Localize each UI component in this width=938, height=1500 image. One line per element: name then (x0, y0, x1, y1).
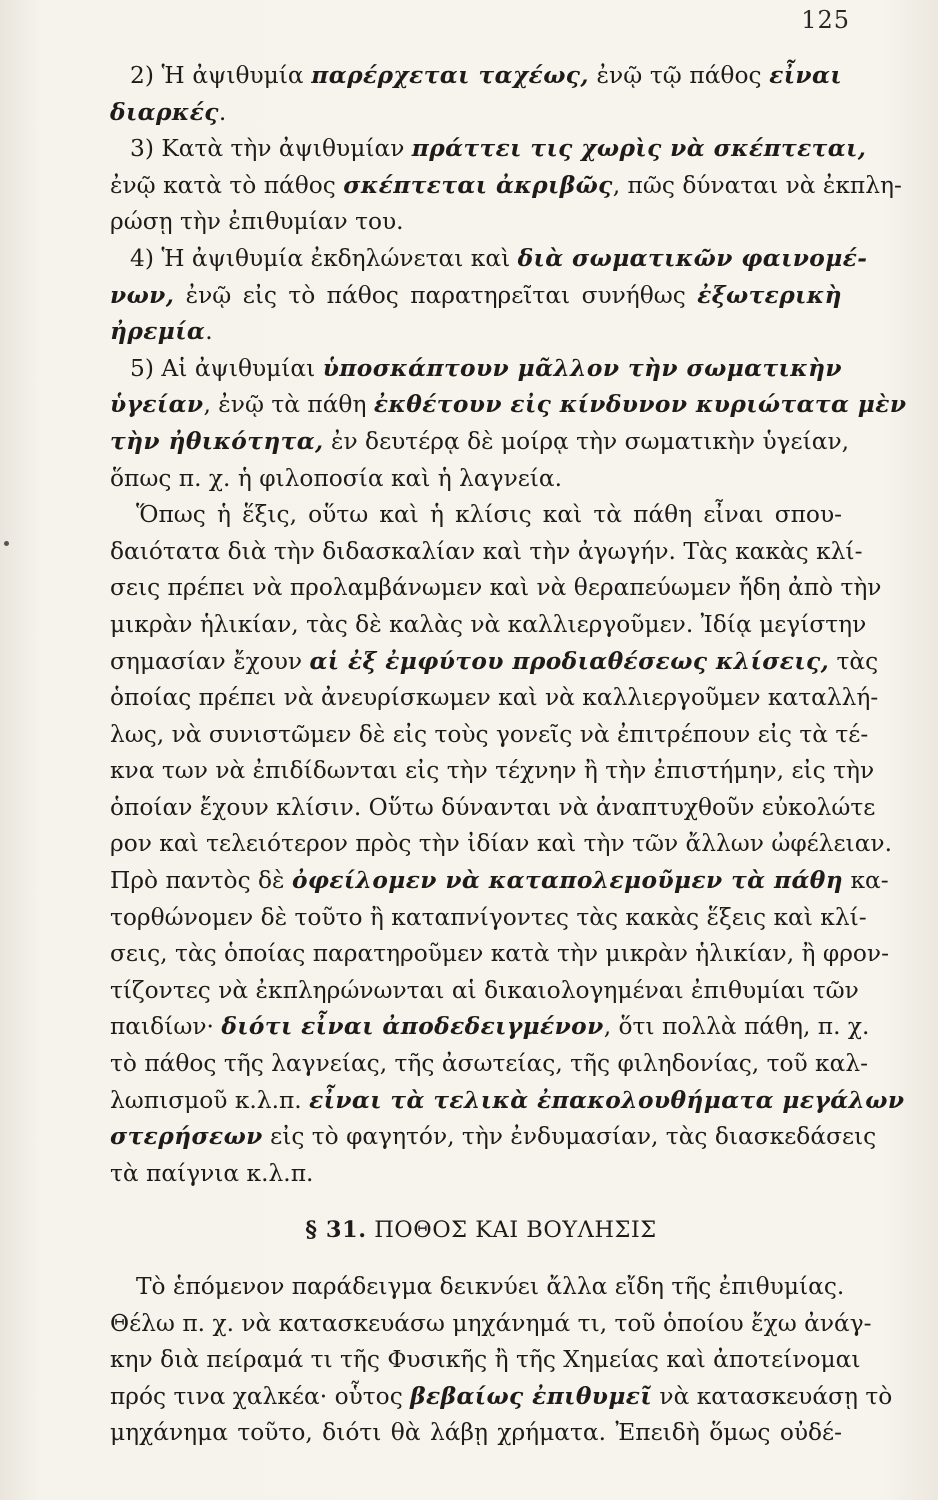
text-segment: μηχάνημα τοῦτο, διότι θὰ λάβῃ χρήματα. Ἐπειδὴ ὅμως οὐδέ- (110, 1419, 842, 1447)
text-segment: ρώσῃ τὴν ἐπιθυμίαν του. (110, 208, 404, 236)
paragraphs-before-heading (110, 58, 907, 1192)
text-segment: ὁποίαν ἔχουν κλίσιν. Οὕτω δύνανται νὰ ἀναπτυχθοῦν εὐκολώτε (110, 793, 876, 821)
text-line (110, 1379, 893, 1416)
text-segment: , ἐνῷ τὰ πάθη (203, 391, 374, 419)
text-line (110, 351, 842, 388)
text-segment: νὰ κατασκευάσῃ τὸ (652, 1382, 893, 1410)
text-segment: ὅπως π. χ. ἡ φιλοποσία καὶ ἡ λαγνεία. (110, 464, 563, 492)
emphasized-text: ἠρεμία (110, 318, 206, 346)
text-line (110, 1046, 868, 1083)
text-line (110, 1156, 842, 1193)
emphasized-text: ὑποσκάπτουν μᾶλλον τὴν σωματικὴν (322, 354, 842, 382)
text-line (110, 680, 879, 717)
emphasized-text: αἱ ἐξ ἐμφύτου προδιαθέσεως κλίσεις, (309, 647, 830, 675)
text-segment: 2) Ἡ ἀψιθυμία (130, 62, 312, 89)
margin-dot (4, 541, 9, 546)
emphasized-text: σκέπτεται ἀκριβῶς (343, 171, 613, 199)
section-number: § 31. (305, 1217, 367, 1244)
text-line (110, 570, 882, 607)
text-segment: Πρὸ παντὸς δὲ (110, 867, 292, 895)
text-line (110, 314, 842, 351)
text-segment: τίζοντες νὰ ἐκπληρώνωνται αἱ δικαιολογημέναι ἐπιθυμίαι τῶν (110, 976, 859, 1004)
text-line (110, 58, 842, 95)
body-text (110, 58, 907, 1452)
emphasized-text: ὀφείλομεν νὰ καταπολεμοῦμεν τὰ πάθη (291, 867, 844, 895)
text-segment: . (205, 318, 213, 346)
text-segment: Τὸ ἑπόμενον παράδειγμα δεικνύει ἄλλα εἴδη τῆς ἐπιθυμίας. (136, 1273, 845, 1300)
text-segment: , ὅτι πολλὰ πάθη, π. χ. (603, 1013, 870, 1041)
text-segment: Ὅπως ἡ ἕξις, οὕτω καὶ ἡ κλίσις καὶ τὰ πάθη εἶναι σπου- (136, 501, 842, 529)
text-line (110, 973, 859, 1010)
section-title: ΠΟΘΟΣ ΚΑΙ ΒΟΥΛΗΣΙΣ (374, 1217, 657, 1244)
text-line (110, 900, 867, 937)
paragraphs-after-heading (110, 1269, 893, 1452)
emphasized-text: βεβαίως ἐπιθυμεῖ (410, 1382, 653, 1410)
text-segment: . (218, 98, 227, 126)
text-segment: λωπισμοῦ κ.λ.π. (110, 1086, 310, 1114)
text-line (110, 95, 842, 132)
text-line (110, 204, 842, 241)
text-line (110, 1342, 861, 1379)
text-segment: λως, νὰ συνιστῶμεν δὲ εἰς τοὺς γονεῖς νὰ ἐπιτρέπουν εἰς τὰ τέ- (110, 720, 869, 748)
text-line (110, 936, 889, 973)
text-line (110, 717, 869, 754)
emphasized-text: εἶναι (769, 62, 842, 89)
text-segment: κνα των νὰ ἐπιδίδωνται εἰς τὴν τέχνην ἢ τὴν ἐπιστήμην, εἰς τὴν (110, 757, 875, 785)
text-segment: , πῶς δύναται νὰ ἐκπλη- (612, 171, 902, 199)
text-segment: μικρὰν ἡλικίαν, τὰς δὲ καλὰς νὰ καλλιεργοῦμεν. Ἰδίᾳ μεγίστην (110, 610, 867, 638)
text-segment: κην διὰ πείραμά τι τῆς Φυσικῆς ἢ τῆς Χημείας καὶ ἀποτείνομαι (110, 1346, 861, 1374)
text-segment: πρός τινα χαλκέα· οὗτος (110, 1382, 411, 1410)
emphasized-text: ἐκθέτουν εἰς κίνδυνον κυριώτατα μὲν (373, 391, 907, 419)
text-line (110, 644, 879, 681)
text-segment: τορθώνομεν δὲ τοῦτο ἢ καταπνίγοντες τὰς κακὰς ἕξεις καὶ κλί- (110, 903, 867, 931)
text-segment: σεις, τὰς ὁποίας παρατηροῦμεν κατὰ τὴν μικρὰν ἡλικίαν, ἢ φρον- (110, 940, 889, 968)
text-segment: εἰς τὸ φαγητόν, τὴν ἐνδυμασίαν, τὰς διασκεδάσεις (262, 1123, 877, 1151)
text-line (110, 1269, 845, 1306)
emphasized-text: στερήσεων (110, 1123, 263, 1151)
text-segment: ἐν δευτέρᾳ δὲ μοίρᾳ τὴν σωματικὴν ὑγείαν, (323, 427, 850, 455)
text-line (110, 1083, 905, 1120)
emphasized-text: διαρκές (110, 98, 219, 126)
text-line (110, 1415, 842, 1452)
text-line (110, 863, 889, 900)
text-line (110, 607, 867, 644)
text-line (110, 461, 842, 498)
text-segment: 5) Αἱ ἀψιθυμίαι (130, 354, 323, 382)
text-segment: τὰ παίγνια κ.λ.π. (110, 1159, 314, 1187)
text-line (110, 826, 892, 863)
text-segment: ὁποίας πρέπει νὰ ἀνευρίσκωμεν καὶ νὰ καλλιεργοῦμεν καταλλή- (110, 684, 879, 712)
text-segment: δαιότατα διὰ τὴν διδασκαλίαν καὶ τὴν ἀγωγήν. Τὰς κακὰς κλί- (110, 537, 863, 565)
text-line (110, 753, 875, 790)
text-line (110, 131, 867, 168)
text-segment: 4) Ἡ ἀψιθυμία ἐκδηλώνεται καὶ (130, 244, 518, 272)
page-number: 125 (801, 6, 850, 34)
text-line (110, 1119, 877, 1156)
text-line (110, 387, 907, 424)
text-segment: σημασίαν ἔχουν (110, 647, 310, 675)
text-segment: παιδίων· (110, 1013, 222, 1041)
text-line (110, 497, 842, 534)
emphasized-text: ἐξωτερικὴ (697, 281, 842, 309)
section-heading (110, 1212, 842, 1249)
text-segment: ἐνῷ κατὰ τὸ πάθος (110, 171, 344, 199)
text-line (110, 168, 902, 205)
text-segment: κα- (843, 867, 889, 895)
text-line (110, 1009, 870, 1046)
emphasized-text: ὑγείαν (110, 391, 204, 419)
emphasized-text: παρέρχεται ταχέως, (311, 62, 589, 89)
text-segment: τὰς (829, 647, 879, 675)
text-segment: ἐνῷ τῷ πάθος (588, 62, 770, 89)
text-segment: 3) Κατὰ τὴν ἀψιθυμίαν (130, 135, 412, 163)
text-line (110, 241, 868, 278)
emphasized-text: νων, (110, 281, 175, 309)
emphasized-text: διότι εἶναι ἀποδεδειγμένον (221, 1013, 604, 1041)
emphasized-text: πράττει τις χωρὶς νὰ σκέπτεται, (411, 135, 867, 163)
emphasized-text: διὰ σωματικῶν φαινομέ- (517, 244, 868, 272)
text-segment: Θέλω π. χ. νὰ κατασκευάσω μηχάνημά τι, τοῦ ὁποίου ἔχω ἀνάγ- (110, 1309, 872, 1337)
emphasized-text: τὴν ἠθικότητα, (110, 427, 324, 455)
text-line (110, 1306, 872, 1343)
text-line (110, 790, 876, 827)
text-line (110, 278, 842, 315)
emphasized-text: εἶναι τὰ τελικὰ ἐπακολουθήματα μεγάλων (309, 1086, 905, 1114)
text-segment: ρον καὶ τελειότερον πρὸς τὴν ἰδίαν καὶ τὴν τῶν ἄλλων ὠφέλειαν. (110, 830, 892, 858)
text-segment: τὸ πάθος τῆς λαγνείας, τῆς ἀσωτείας, τῆς φιληδονίας, τοῦ καλ- (110, 1050, 868, 1078)
text-segment: σεις πρέπει νὰ προλαμβάνωμεν καὶ νὰ θεραπεύωμεν ἤδη ἀπὸ τὴν (110, 574, 882, 602)
text-line (110, 534, 863, 571)
text-line (110, 424, 850, 461)
text-segment: ἐνῷ εἰς τὸ πάθος παρατηρεῖται συνήθως (174, 281, 698, 309)
